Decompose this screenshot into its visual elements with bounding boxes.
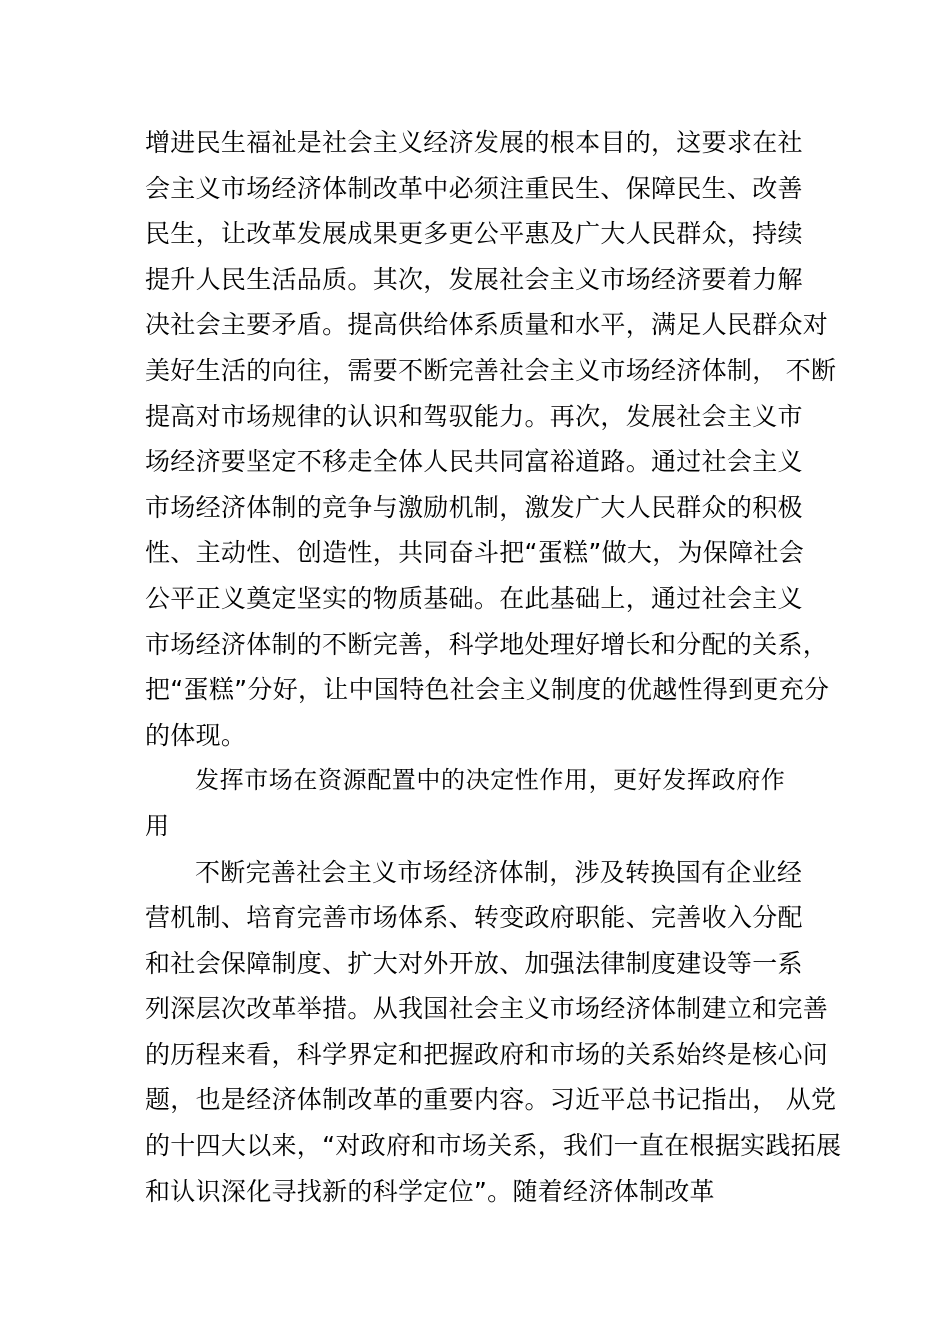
text-line: 民生，让改革发展成果更多更公平惠及广大人民群众，持续 [145,219,803,249]
text-line: 性、主动性、创造性，共同奋斗把“蛋糕”做大，为保障社会 [145,538,805,568]
text-line: 列深层次改革举措。从我国社会主义市场经济体制建立和完善 [145,994,829,1024]
text-line: 会主义市场经济体制改革中必须注重民生、保障民生、改善 [145,173,803,203]
text-line: 美好生活的向往，需要不断完善社会主义市场经济体制， 不断 [145,355,837,385]
section-heading [145,758,835,849]
text-line: 的历程来看，科学界定和把握政府和市场的关系始终是核心问 [145,1039,829,1069]
document-body [145,120,842,1214]
text-line: 场经济要坚定不移走全体人民共同富裕道路。通过社会主义 [145,447,803,477]
text-line: 增进民生福祉是社会主义经济发展的根本目的，这要求在社 [145,128,803,157]
heading-line: 用 [145,811,170,840]
paragraph-1 [145,120,835,758]
text-line: 营机制、培育完善市场体系、转变政府职能、完善收入分配 [145,903,803,933]
text-line: 的体现。 [145,720,247,750]
text-line: 市场经济体制的不断完善，科学地处理好增长和分配的关系， [145,629,829,659]
text-line: 提升人民生活品质。其次，发展社会主义市场经济要着力解 [145,264,803,294]
text-line: 市场经济体制的竞争与激励机制，激发广大人民群众的积极 [145,492,803,522]
text-line: 和社会保障制度、扩大对外开放、加强法律制度建设等一系 [145,948,803,978]
text-line: 提高对市场规律的认识和驾驭能力。再次，发展社会主义市 [145,401,803,431]
text-line: 题，也是经济体制改革的重要内容。习近平总书记指出， 从党 [145,1085,837,1115]
text-line: 的十四大以来，“对政府和市场关系，我们一直在根据实践拓展 [145,1131,842,1161]
text-line: 决社会主要矛盾。提高供给体系质量和水平，满足人民群众对 [145,310,829,340]
text-line: 公平正义奠定坚实的物质基础。在此基础上，通过社会主义 [145,583,803,613]
paragraph-2 [145,850,842,1215]
heading-line: 发挥市场在资源配置中的决定性作用，更好发挥政府作 [195,766,786,795]
text-line: 把“蛋糕”分好，让中国特色社会主义制度的优越性得到更充分 [145,675,830,705]
text-line: 不断完善社会主义市场经济体制，涉及转换国有企业经 [195,857,803,887]
text-line: 和认识深化寻找新的科学定位”。随着经济体制改革 [145,1176,715,1206]
